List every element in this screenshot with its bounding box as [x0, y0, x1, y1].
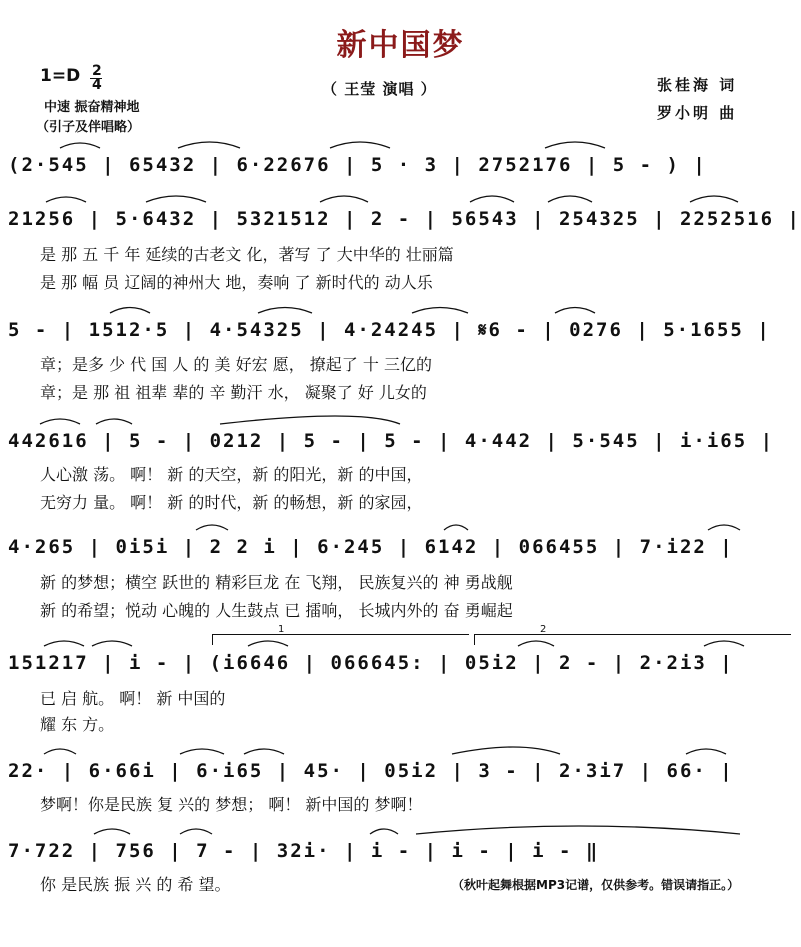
lyric-line-4a: 人心激 荡。 啊！ 新 的天空，新 的阳光，新 的中国， [40, 465, 423, 484]
first-ending-number: 1 [278, 624, 285, 635]
second-ending-number: 2 [540, 624, 547, 635]
key-signature: 1=D [40, 66, 81, 86]
lyric-line-8a: 你 是民族 振 兴 的 希 望。 [40, 875, 231, 894]
time-signature-top: 2 [92, 63, 102, 79]
lyric-line-2b: 是 那 幅 员 辽阔的神州大 地，奏响 了 新时代的 动人乐 [40, 273, 433, 292]
lyric-line-5b: 新 的希望；悦动 心魄的 人生鼓点 已 擂响， 长城内外的 奋 勇崛起 [40, 601, 513, 620]
singer-credit: （ 王莹 演唱 ） [322, 80, 437, 98]
lyric-line-3b: 章；是 那 祖 祖辈 辈的 辛 勤汗 水， 凝聚了 好 儿女的 [40, 383, 427, 402]
notes: 151217 | i - | (i6646 | 066645: | 05i2 | 2 - | 2·2i3 | [8, 652, 734, 674]
lyric-line-6b: 耀 东 方。 [40, 715, 115, 734]
lyricist-credit: 张桂海 词 [657, 76, 738, 94]
lyric-line-4b: 无穷力 量。 啊！ 新 的时代，新 的畅想，新 的家园， [40, 493, 423, 512]
notes: 4·265 | 0i5i | 2 2 i | 6·245 | 6142 | 066455 | 7·i22 | [8, 536, 734, 558]
notes: 22· | 6·66i | 6·i65 | 45· | 05i2 | 3 - | 2·3i7 | 66· | [8, 760, 734, 782]
tempo-marking: 中速 振奋精神地 [44, 100, 140, 115]
lyric-line-3a: 章；是多 少 代 国 人 的 美 好宏 愿， 撩起了 十 三亿的 [40, 355, 432, 374]
lyric-line-5a: 新 的梦想；横空 跃世的 精彩巨龙 在 飞翔， 民族复兴的 神 勇战舰 [40, 573, 513, 592]
song-title: 新中国梦 [336, 28, 465, 63]
lyric-line-2a: 是 那 五 千 年 延续的古老文 化，著写 了 大中华的 壮丽篇 [40, 245, 454, 264]
composer-credit: 罗小明 曲 [657, 104, 738, 122]
notes: 5 - | 1512·5 | 4·54325 | 4·24245 | 𝄋6 - | 0276 | 5·1655 | [8, 319, 771, 341]
time-signature-bottom: 4 [92, 77, 102, 93]
arrangement-note: （引子及伴唱略） [36, 120, 141, 135]
transcription-note: （秋叶起舞根据MP3记谱，仅供参考。错误请指正。） [452, 878, 740, 892]
notes: (2·545 | 65432 | 6·22676 | 5 · 3 | 2752176 | 5 - ) | [8, 154, 707, 176]
notes: 21256 | 5·6432 | 5321512 | 2 - | 56543 | 254325 | 2252516 | [8, 208, 801, 230]
notes: 7·722 | 756 | 7 - | 32i· | i - | i - | i - ‖ [8, 840, 600, 862]
lyric-line-6a: 已 启 航。 啊！ 新 中国的 [40, 689, 226, 708]
notes: 442616 | 5 - | 0212 | 5 - | 5 - | 4·442 | 5·545 | i·i65 | [8, 430, 775, 452]
lyric-line-7a: 梦啊！你是民族 复 兴的 梦想； 啊！ 新中国的 梦啊！ [40, 795, 423, 814]
